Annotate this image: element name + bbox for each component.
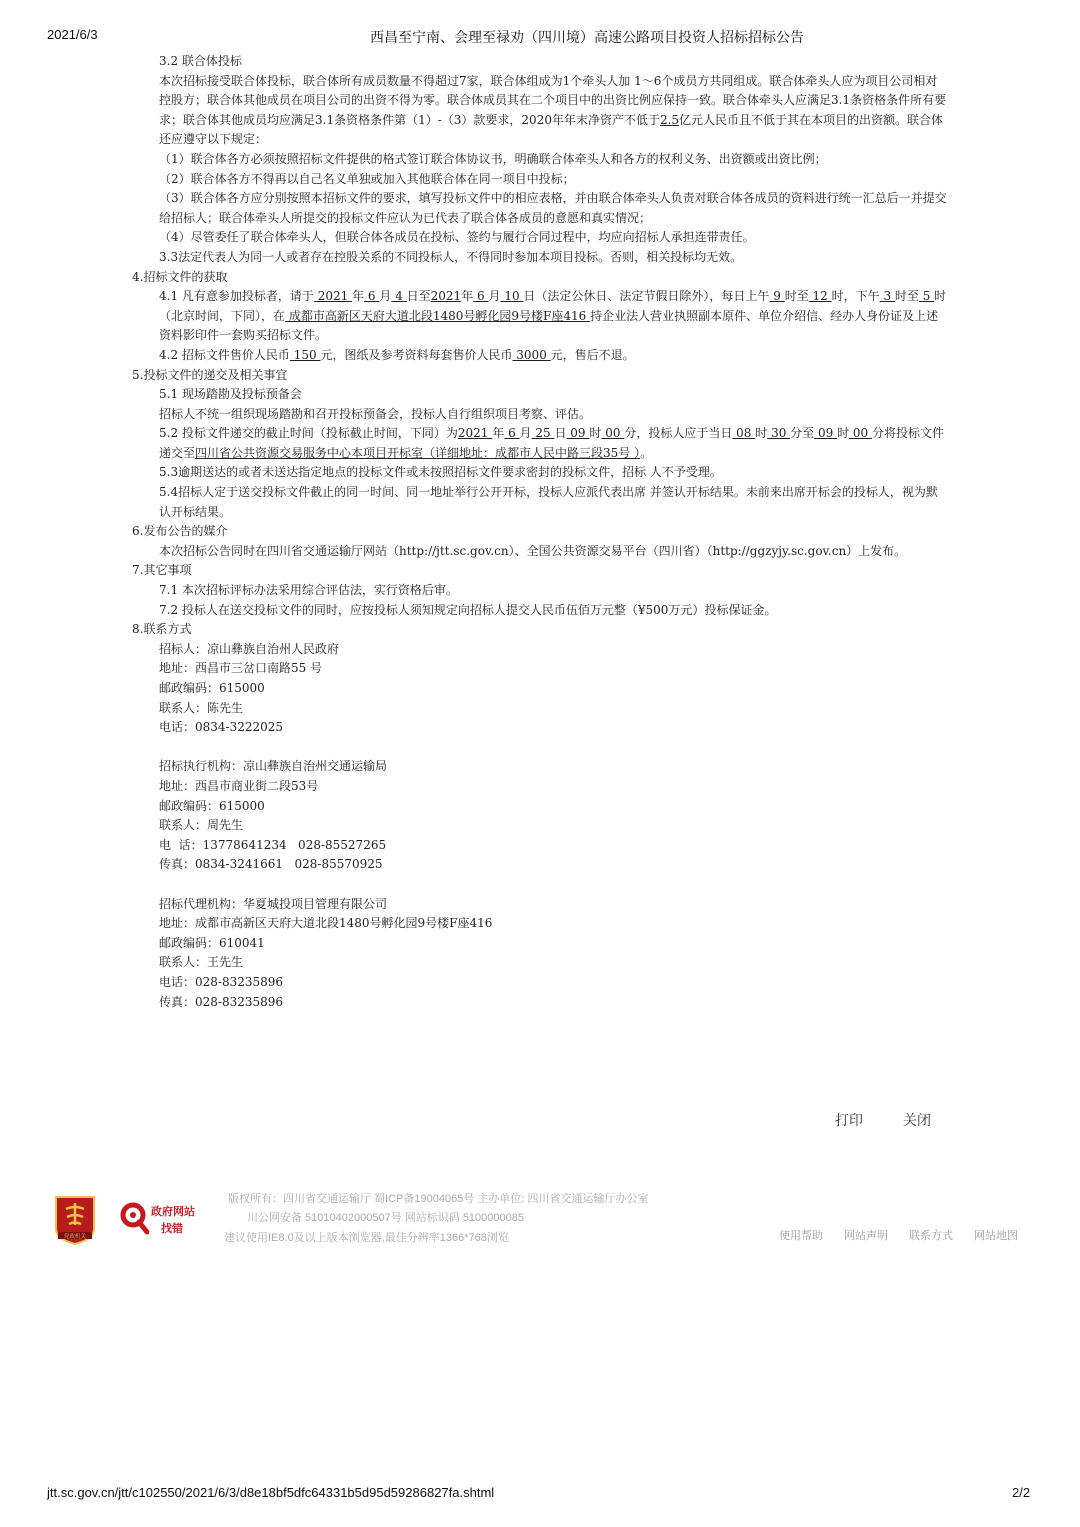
contact-line: 电 话：13778641234 028-85527265 bbox=[159, 837, 387, 852]
record-line: 川公网安备 51010402000507号 网站标识码 5100000085 bbox=[247, 1212, 524, 1224]
section-6-text: 本次招标公告同时在四川省交通运输厅网站（http://jtt.sc.gov.cn）、全国公共资源交易平台（四川省）（http://ggzyjy.sc.gov.cn）上发布。 bbox=[159, 543, 907, 558]
contact-block-tenderer bbox=[132, 640, 947, 738]
rule-3: （3）联合体各方应分别按照本招标文件的要求，填写投标文件中的相应表格，并由联合体牵头人负责对联合体各成员的资料进行统一汇总后一并提交给招标人；联合体牵头人所提交的投标文件应认为已代表了联合体各成员的意愿和真实情况； bbox=[159, 191, 947, 225]
contact-line: 电话：028-83235896 bbox=[159, 974, 284, 989]
page-url: jtt.sc.gov.cn/jtt/c102550/2021/6/3/d8e18bf5dfc64331b5d95d59286827fa.shtml bbox=[47, 1485, 495, 1500]
section-5-heading: 5.投标文件的递交及相关事宜 bbox=[132, 367, 288, 382]
browser-hint-line: 建议使用IE8.0及以上版本浏览器,最佳分辨率1366*768浏览 bbox=[224, 1232, 509, 1244]
section-3-2-paragraph: 本次招标接受联合体投标，联合体所有成员数量不得超过7家，联合体组成为1个牵头人加 1～6个成员方共同组成。联合体牵头人应为项目公司相对控股方；联合体其他成员在项目公司的出资不得为零。联合体成员其在二个项目中的出资比例应保持一致。联合体牵头人应满足3.1条资格条件所有要求；联合体其他成员均应满足3.1条资格条件第（1）-（3）款要求，2020年年末净资产不低于2.5亿元人民币且不低于其在本项目的出资额。联合体还应遵守以下规定： bbox=[159, 73, 947, 147]
contact-line: 联系人：周先生 bbox=[159, 818, 244, 833]
contact-line: 传真：0834-3241661 028-85570925 bbox=[159, 857, 383, 872]
emblem-label: 党政机关 bbox=[63, 1234, 87, 1240]
contact-line: 邮政编码：615000 bbox=[159, 798, 265, 813]
section-5-3: 5.3逾期送达的或者未送达指定地点的投标文件或未按照招标文件要求密封的投标文件，招标 人不予受理。 bbox=[159, 465, 722, 480]
magnifier-icon bbox=[119, 1200, 149, 1236]
gov-site-findbug-link[interactable] bbox=[119, 1200, 209, 1240]
contact-line: 传真：028-83235896 bbox=[159, 994, 284, 1009]
contact-line: 电话：0834-3222025 bbox=[159, 720, 284, 735]
section-7-2: 7.2 投标人在送交投标文件的同时，应按投标人须知规定向招标人提交人民币伍佰万元整（¥500万元）投标保证金。 bbox=[159, 602, 777, 617]
party-government-emblem-icon[interactable] bbox=[54, 1195, 96, 1245]
contact-line: 招标人：凉山彝族自治州人民政府 bbox=[159, 641, 340, 656]
rule-2: （2）联合体各方不得再以自己名义单独或加入其他联合体在同一项目中投标； bbox=[159, 171, 575, 186]
findbug-label-2: 找错 bbox=[161, 1223, 183, 1235]
findbug-label-1: 政府网站 bbox=[151, 1206, 195, 1218]
announcement-body bbox=[132, 52, 947, 1012]
page-number: 2/2 bbox=[1012, 1485, 1031, 1500]
footer-link-sitemap[interactable]: 网站地图 bbox=[974, 1230, 1018, 1242]
section-3-3: 3.3法定代表人为同一人或者存在控股关系的不同投标人，不得同时参加本项目投标。否则，相关投标均无效。 bbox=[159, 249, 743, 264]
section-8-heading: 8.联系方式 bbox=[132, 622, 192, 637]
rule-4: （4）尽管委任了联合体牵头人，但联合体各成员在投标、签约与履行合同过程中，均应向招标人承担连带责任。 bbox=[159, 230, 755, 245]
section-4-2: 4.2 招标文件售价人民币 150 元，图纸及参考资料每套售价人民币 3000 元，售后不退。 bbox=[159, 347, 635, 362]
contact-line: 联系人：王先生 bbox=[159, 955, 244, 970]
contact-line: 地址：西昌市三岔口南路55 号 bbox=[159, 661, 323, 676]
section-5-4: 5.4招标人定于送交投标文件截止的同一时间、同一地址举行公开开标，投标人应派代表出席 并签认开标结果。未前来出席开标会的投标人，视为默认开标结果。 bbox=[159, 485, 938, 519]
footer-link-statement[interactable]: 网站声明 bbox=[844, 1230, 888, 1242]
section-6-heading: 6.发布公告的媒介 bbox=[132, 524, 228, 539]
footer-link-help[interactable]: 使用帮助 bbox=[779, 1230, 823, 1242]
section-5-2: 5.2 投标文件递交的截止时间（投标截止时间，下同）为2021 年 6 月 25 日 09 时 00 分，投标人应于当日 08 时 30 分至 09 时 00 分将投标文件递交至四川省公共资源交易服务中心本项目开标室（详细地址：成都市人民中路三段35号 ）。 bbox=[159, 426, 945, 460]
contact-line: 邮政编码：615000 bbox=[159, 681, 265, 695]
emblem-svg bbox=[54, 1195, 96, 1245]
section-3-2-heading: 3.2 联合体投标 bbox=[159, 54, 242, 68]
contact-block-agency bbox=[132, 895, 947, 1013]
copyright-line: 版权所有：四川省交通运输厅 蜀ICP备19004065号 主办单位: 四川省交通运输厅办公室 bbox=[228, 1193, 649, 1205]
print-button[interactable]: 打印 bbox=[835, 1112, 863, 1128]
print-date: 2021/6/3 bbox=[47, 27, 98, 42]
section-7-1: 7.1 本次招标评标办法采用综合评估法，实行资格后审。 bbox=[159, 583, 458, 598]
section-7-heading: 7.其它事项 bbox=[132, 563, 192, 578]
section-5-1: 招标人不统一组织现场踏勘和召开投标预备会，投标人自行组织项目考察、评估。 bbox=[159, 406, 592, 421]
section-4-heading: 4.招标文件的获取 bbox=[132, 269, 228, 284]
rule-1: （1）联合体各方必须按照招标文件提供的格式签订联合体协议书，明确联合体牵头人和各方的权利义务、出资额或出资比例； bbox=[159, 151, 827, 166]
close-button[interactable]: 关闭 bbox=[903, 1112, 931, 1128]
page-title: 西昌至宁南、会理至禄劝（四川境）高速公路项目投资人招标招标公告 bbox=[370, 29, 804, 45]
contact-line: 联系人：陈先生 bbox=[159, 700, 244, 715]
contact-line: 地址：西昌市商业街二段53号 bbox=[159, 778, 319, 793]
contact-line: 邮政编码：610041 bbox=[159, 935, 265, 950]
contact-line: 招标执行机构：凉山彝族自治州交通运输局 bbox=[159, 759, 388, 774]
contact-line: 地址：成都市高新区天府大道北段1480号孵化园9号楼F座416 bbox=[159, 916, 493, 931]
section-4-1: 4.1 凡有意参加投标者，请于 2021 年 6 月 4 日至2021年 6 月 10 日（法定公休日、法定节假日除外），每日上午 9 时至 12 时，下午 3 时至 5 时（北京时间，下同），在 成都市高新区天府大道北段1480号孵化园9号楼F座416 持企业法人营业执照副本原件、单位介绍信、经办人身份证及上述资料影印件一套购买招标文件。 bbox=[159, 289, 947, 343]
section-5-1-heading: 5.1 现场踏勘及投标预备会 bbox=[159, 387, 302, 402]
contact-block-executor bbox=[132, 757, 947, 875]
footer-link-contact[interactable]: 联系方式 bbox=[909, 1230, 953, 1242]
contact-line: 招标代理机构：华夏城投项目管理有限公司 bbox=[159, 896, 388, 911]
